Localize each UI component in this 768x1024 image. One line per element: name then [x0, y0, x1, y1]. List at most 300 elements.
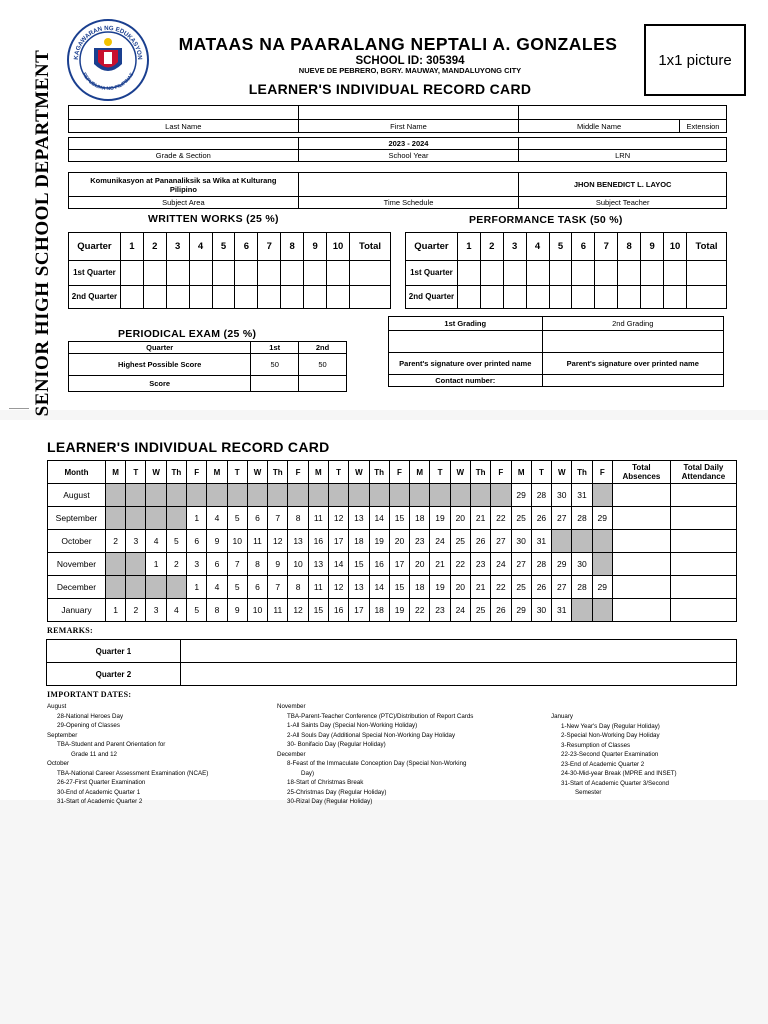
- date-entry: TBA-Student and Parent Orientation for: [57, 741, 166, 748]
- pt-header-11: Total: [687, 233, 727, 261]
- day-cell[interactable]: 19: [430, 576, 450, 599]
- total-absences-cell[interactable]: [612, 484, 670, 507]
- day-cell[interactable]: 26: [531, 507, 551, 530]
- day-cell[interactable]: 9: [207, 530, 227, 553]
- ww-score-cell[interactable]: [120, 286, 143, 309]
- day-cell[interactable]: 1: [146, 553, 166, 576]
- day-cell[interactable]: 14: [369, 576, 389, 599]
- day-cell[interactable]: 29: [511, 484, 531, 507]
- date-entry: 29-Opening of Classes: [57, 722, 120, 729]
- pt-header-7: 7: [595, 233, 618, 261]
- day-cell[interactable]: 18: [369, 599, 389, 622]
- total-attendance-cell[interactable]: [670, 553, 736, 576]
- school-year-value: 2023 - 2024: [298, 138, 519, 150]
- score-label: Score: [69, 376, 251, 392]
- pt-score-cell[interactable]: [664, 286, 687, 309]
- periodical-exam-table: [68, 341, 347, 392]
- day-cell[interactable]: 22: [450, 553, 470, 576]
- pt-score-cell[interactable]: [526, 261, 549, 286]
- total-absences-cell[interactable]: [612, 576, 670, 599]
- total-attendance-header: Total Daily Attendance: [670, 461, 736, 484]
- pt-score-cell[interactable]: [641, 261, 664, 286]
- pt-score-cell[interactable]: [618, 261, 641, 286]
- written-works-title: WRITTEN WORKS (25 %): [148, 213, 279, 225]
- day-cell[interactable]: 24: [491, 553, 511, 576]
- non-school-day: [450, 484, 470, 507]
- day-cell[interactable]: 31: [531, 530, 551, 553]
- day-cell[interactable]: 25: [450, 530, 470, 553]
- day-cell[interactable]: 6: [247, 507, 267, 530]
- ww-score-cell[interactable]: [235, 261, 258, 286]
- date-entry: 1-New Year's Day (Regular Holiday): [561, 722, 660, 730]
- important-dates-label: IMPORTANT DATES:: [47, 690, 132, 699]
- day-cell[interactable]: 7: [268, 576, 288, 599]
- day-header: F: [389, 461, 409, 484]
- day-cell[interactable]: 11: [308, 507, 328, 530]
- day-cell[interactable]: 23: [430, 599, 450, 622]
- ww-score-cell[interactable]: [258, 261, 281, 286]
- day-cell[interactable]: 29: [511, 599, 531, 622]
- ww-header-1: 1: [120, 233, 143, 261]
- day-cell[interactable]: 20: [450, 576, 470, 599]
- day-header: M: [308, 461, 328, 484]
- day-cell[interactable]: 17: [389, 553, 409, 576]
- ww-score-cell[interactable]: [212, 286, 235, 309]
- day-cell[interactable]: 22: [410, 599, 430, 622]
- day-cell[interactable]: 18: [349, 530, 369, 553]
- day-cell[interactable]: 25: [470, 599, 490, 622]
- day-cell[interactable]: 8: [288, 576, 308, 599]
- day-cell[interactable]: 5: [187, 599, 207, 622]
- date-entry: 23-End of Academic Quarter 2: [561, 760, 645, 768]
- total-attendance-cell[interactable]: [670, 599, 736, 622]
- day-cell[interactable]: 16: [369, 553, 389, 576]
- day-cell[interactable]: 3: [126, 530, 146, 553]
- pt-header-6: 6: [572, 233, 595, 261]
- day-cell[interactable]: 30: [531, 599, 551, 622]
- non-school-day: [227, 484, 247, 507]
- day-cell[interactable]: 18: [410, 507, 430, 530]
- day-cell[interactable]: 6: [247, 576, 267, 599]
- day-header: Th: [470, 461, 490, 484]
- pt-score-cell[interactable]: [503, 286, 526, 309]
- day-cell[interactable]: 12: [268, 530, 288, 553]
- pt-header-0: Quarter: [406, 233, 458, 261]
- middle-name-field[interactable]: [519, 106, 727, 120]
- department-sidebar: [28, 48, 58, 418]
- non-school-day: [592, 484, 612, 507]
- day-header: M: [511, 461, 531, 484]
- lrn-field[interactable]: [519, 138, 727, 150]
- pt-score-cell[interactable]: [549, 261, 572, 286]
- total-attendance-cell[interactable]: [670, 576, 736, 599]
- month-name: October: [48, 530, 106, 553]
- day-cell[interactable]: 11: [247, 530, 267, 553]
- day-cell[interactable]: 5: [227, 507, 247, 530]
- pt-score-cell[interactable]: [457, 261, 480, 286]
- school-name: MATAAS NA PAARALANG NEPTALI A. GONZALES: [178, 34, 618, 54]
- pt-score-cell[interactable]: [641, 286, 664, 309]
- day-cell[interactable]: 5: [227, 576, 247, 599]
- signature-label-1: Parent's signature over printed name: [389, 353, 543, 375]
- ww-score-cell[interactable]: [166, 261, 189, 286]
- non-school-day: [592, 553, 612, 576]
- day-cell[interactable]: 12: [288, 599, 308, 622]
- hps-first: 50: [251, 354, 299, 376]
- pt-score-cell[interactable]: [595, 261, 618, 286]
- day-cell[interactable]: 20: [450, 507, 470, 530]
- ww-score-cell[interactable]: [304, 261, 327, 286]
- day-cell[interactable]: 19: [389, 599, 409, 622]
- dates-column-3: [551, 712, 741, 798]
- pt-score-cell[interactable]: [457, 286, 480, 309]
- day-cell[interactable]: 16: [328, 599, 348, 622]
- date-entry: Semester: [575, 789, 602, 796]
- day-cell[interactable]: 28: [531, 484, 551, 507]
- day-cell[interactable]: 25: [511, 507, 531, 530]
- non-school-day: [146, 576, 166, 599]
- day-cell[interactable]: 2: [105, 530, 125, 553]
- second-grading-field[interactable]: [542, 331, 723, 353]
- date-entry: 31-Start of Academic Quarter 3/Second: [561, 779, 669, 787]
- pt-row-label: 1st Quarter: [406, 261, 458, 286]
- day-cell[interactable]: 15: [349, 553, 369, 576]
- hps-label: Highest Possible Score: [69, 354, 251, 376]
- day-cell[interactable]: 8: [288, 507, 308, 530]
- ww-score-cell[interactable]: [189, 286, 212, 309]
- date-entry: 24-30-Mid-year Break (MPRE and INSET): [561, 770, 677, 777]
- ww-header-9: 9: [304, 233, 327, 261]
- svg-text:REPUBLIKA NG PILIPINAS: REPUBLIKA NG PILIPINAS: [80, 71, 136, 93]
- ww-header-3: 3: [166, 233, 189, 261]
- ww-score-cell[interactable]: [143, 286, 166, 309]
- first-name-field[interactable]: [298, 106, 519, 120]
- pt-score-cell[interactable]: [526, 286, 549, 309]
- date-entry: 25-Christmas Day (Regular Holiday): [287, 788, 387, 796]
- day-cell[interactable]: 20: [389, 530, 409, 553]
- date-entry: 31-Start of Academic Quarter 2: [57, 798, 143, 805]
- pt-score-cell[interactable]: [572, 286, 595, 309]
- total-absences-header: Total Absences: [612, 461, 670, 484]
- school-address: NUEVE DE PEBRERO, BGRY. MAUWAY, MANDALUYONG CITY: [298, 66, 522, 75]
- day-cell[interactable]: 24: [450, 599, 470, 622]
- quarter-label: Quarter: [69, 342, 251, 354]
- day-cell[interactable]: 15: [389, 507, 409, 530]
- total-absences-cell[interactable]: [612, 599, 670, 622]
- day-cell[interactable]: 8: [247, 553, 267, 576]
- date-entry: 30- Bonifacio Day (Regular Holiday): [287, 741, 386, 748]
- day-header: Th: [572, 461, 592, 484]
- day-header: Th: [268, 461, 288, 484]
- day-cell[interactable]: 15: [308, 599, 328, 622]
- ww-score-cell[interactable]: [258, 286, 281, 309]
- pt-score-cell[interactable]: [480, 286, 503, 309]
- day-cell[interactable]: 22: [491, 507, 511, 530]
- dates-column-2: [277, 702, 542, 807]
- day-header: T: [531, 461, 551, 484]
- total-absences-cell[interactable]: [612, 507, 670, 530]
- day-cell[interactable]: 7: [268, 507, 288, 530]
- day-cell[interactable]: 30: [511, 530, 531, 553]
- month-name: January: [48, 599, 106, 622]
- ww-score-cell[interactable]: [327, 261, 350, 286]
- performance-task-title: PERFORMANCE TASK (50 %): [469, 214, 623, 226]
- ww-score-cell[interactable]: [212, 261, 235, 286]
- day-cell[interactable]: 30: [572, 553, 592, 576]
- student-info-table: [68, 105, 727, 133]
- date-entry: August: [47, 703, 67, 710]
- subject-area-label: Subject Area: [69, 197, 299, 209]
- day-cell[interactable]: 26: [470, 530, 490, 553]
- score-second-field[interactable]: [299, 376, 347, 392]
- non-school-day: [288, 484, 308, 507]
- grading-table: [388, 316, 724, 387]
- day-cell[interactable]: 9: [227, 599, 247, 622]
- non-school-day: [126, 484, 146, 507]
- non-school-day: [166, 484, 186, 507]
- day-cell[interactable]: 20: [410, 553, 430, 576]
- ww-header-7: 7: [258, 233, 281, 261]
- day-cell[interactable]: 29: [552, 553, 572, 576]
- day-cell[interactable]: 27: [552, 576, 572, 599]
- score-first-field[interactable]: [251, 376, 299, 392]
- ww-score-cell[interactable]: [143, 261, 166, 286]
- total-attendance-cell[interactable]: [670, 484, 736, 507]
- ww-score-cell[interactable]: [166, 286, 189, 309]
- pt-header-1: 1: [457, 233, 480, 261]
- grade-section-label: Grade & Section: [69, 150, 299, 162]
- day-cell[interactable]: 11: [308, 576, 328, 599]
- day-cell[interactable]: 19: [430, 507, 450, 530]
- day-cell[interactable]: 13: [349, 507, 369, 530]
- day-cell[interactable]: 6: [207, 553, 227, 576]
- date-entry: December: [277, 750, 306, 758]
- day-cell[interactable]: 21: [430, 553, 450, 576]
- day-cell[interactable]: 14: [369, 507, 389, 530]
- pt-score-cell[interactable]: [503, 261, 526, 286]
- ww-score-cell[interactable]: [120, 261, 143, 286]
- day-cell[interactable]: 1: [187, 507, 207, 530]
- ww-row-label: 1st Quarter: [69, 261, 121, 286]
- day-cell[interactable]: 7: [227, 553, 247, 576]
- day-cell[interactable]: 29: [592, 576, 612, 599]
- month-name: September: [48, 507, 106, 530]
- first-quarter-label: 1st: [251, 342, 299, 354]
- total-attendance-cell[interactable]: [670, 507, 736, 530]
- pt-score-cell[interactable]: [687, 261, 727, 286]
- ww-header-6: 6: [235, 233, 258, 261]
- non-school-day: [349, 484, 369, 507]
- date-entry: 26-27-First Quarter Examination: [57, 779, 146, 786]
- day-cell[interactable]: 16: [308, 530, 328, 553]
- date-entry: November: [277, 703, 306, 710]
- remarks-q2-field[interactable]: [180, 663, 736, 686]
- extension-label: Extension: [680, 120, 727, 133]
- date-entry: September: [47, 731, 78, 739]
- non-school-day: [328, 484, 348, 507]
- total-attendance-cell[interactable]: [670, 530, 736, 553]
- day-cell[interactable]: 26: [491, 599, 511, 622]
- non-school-day: [308, 484, 328, 507]
- day-header: W: [247, 461, 267, 484]
- day-header: F: [491, 461, 511, 484]
- ww-score-cell[interactable]: [281, 286, 304, 309]
- school-year-label: School Year: [298, 150, 519, 162]
- pt-score-cell[interactable]: [618, 286, 641, 309]
- day-cell[interactable]: 4: [146, 530, 166, 553]
- day-cell[interactable]: 4: [166, 599, 186, 622]
- deped-seal-icon: [66, 18, 150, 102]
- day-cell[interactable]: 13: [349, 576, 369, 599]
- day-cell[interactable]: 23: [410, 530, 430, 553]
- non-school-day: [126, 576, 146, 599]
- non-school-day: [187, 484, 207, 507]
- day-cell[interactable]: 27: [552, 507, 572, 530]
- day-cell[interactable]: 3: [146, 599, 166, 622]
- day-cell[interactable]: 14: [328, 553, 348, 576]
- day-cell[interactable]: 10: [247, 599, 267, 622]
- day-cell[interactable]: 24: [430, 530, 450, 553]
- last-name-label: Last Name: [69, 120, 299, 133]
- day-cell[interactable]: 2: [126, 599, 146, 622]
- date-entry: October: [47, 760, 70, 767]
- day-header: T: [430, 461, 450, 484]
- pt-score-cell[interactable]: [572, 261, 595, 286]
- card-title: LEARNER'S INDIVIDUAL RECORD CARD: [248, 81, 532, 97]
- day-cell[interactable]: 25: [511, 576, 531, 599]
- non-school-day: [166, 576, 186, 599]
- day-cell[interactable]: 22: [491, 576, 511, 599]
- day-cell[interactable]: 8: [207, 599, 227, 622]
- ww-score-cell[interactable]: [350, 261, 391, 286]
- day-cell[interactable]: 21: [470, 507, 490, 530]
- day-cell[interactable]: 29: [592, 507, 612, 530]
- contact-field[interactable]: [542, 375, 723, 387]
- pt-score-cell[interactable]: [549, 286, 572, 309]
- ww-score-cell[interactable]: [235, 286, 258, 309]
- day-cell[interactable]: 5: [166, 530, 186, 553]
- day-cell[interactable]: 17: [328, 530, 348, 553]
- day-header: W: [450, 461, 470, 484]
- date-entry: 2-Special Non-Working Day Holiday: [561, 732, 660, 739]
- day-cell[interactable]: 12: [328, 576, 348, 599]
- day-cell[interactable]: 28: [572, 507, 592, 530]
- day-cell[interactable]: 15: [389, 576, 409, 599]
- non-school-day: [146, 484, 166, 507]
- day-cell[interactable]: 30: [552, 484, 572, 507]
- total-absences-cell[interactable]: [612, 553, 670, 576]
- time-schedule-field[interactable]: [298, 173, 519, 197]
- non-school-day: [207, 484, 227, 507]
- remarks-q1-label: Quarter 1: [47, 640, 181, 663]
- ww-header-10: 10: [327, 233, 350, 261]
- non-school-day: [592, 599, 612, 622]
- day-cell[interactable]: 23: [470, 553, 490, 576]
- non-school-day: [146, 507, 166, 530]
- subject-teacher-label: Subject Teacher: [519, 197, 727, 209]
- pt-header-4: 4: [526, 233, 549, 261]
- month-name: November: [48, 553, 106, 576]
- day-cell[interactable]: 11: [268, 599, 288, 622]
- first-grading-field[interactable]: [389, 331, 543, 353]
- pt-header-8: 8: [618, 233, 641, 261]
- day-cell[interactable]: 18: [410, 576, 430, 599]
- day-cell[interactable]: 31: [572, 484, 592, 507]
- day-cell[interactable]: 27: [491, 530, 511, 553]
- day-cell[interactable]: 26: [531, 576, 551, 599]
- day-cell[interactable]: 28: [572, 576, 592, 599]
- day-cell[interactable]: 17: [349, 599, 369, 622]
- subject-teacher-value: JHON BENEDICT L. LAYOC: [519, 173, 727, 197]
- day-header: W: [349, 461, 369, 484]
- day-cell[interactable]: 31: [552, 599, 572, 622]
- day-cell[interactable]: 27: [511, 553, 531, 576]
- day-cell[interactable]: 1: [105, 599, 125, 622]
- ww-score-cell[interactable]: [350, 286, 391, 309]
- day-cell[interactable]: 13: [288, 530, 308, 553]
- ww-score-cell[interactable]: [304, 286, 327, 309]
- day-cell[interactable]: 4: [207, 507, 227, 530]
- non-school-day: [572, 599, 592, 622]
- day-cell[interactable]: 6: [187, 530, 207, 553]
- month-header: Month: [48, 461, 106, 484]
- pt-score-cell[interactable]: [687, 286, 727, 309]
- day-cell[interactable]: 3: [187, 553, 207, 576]
- performance-task-table: [405, 232, 727, 309]
- pt-score-cell[interactable]: [595, 286, 618, 309]
- remarks-q1-field[interactable]: [180, 640, 736, 663]
- day-header: M: [105, 461, 125, 484]
- non-school-day: [105, 507, 125, 530]
- pt-header-2: 2: [480, 233, 503, 261]
- non-school-day: [105, 576, 125, 599]
- ww-score-cell[interactable]: [281, 261, 304, 286]
- grade-info-table: [68, 137, 727, 162]
- non-school-day: [430, 484, 450, 507]
- day-header: T: [328, 461, 348, 484]
- non-school-day: [268, 484, 288, 507]
- ww-score-cell[interactable]: [327, 286, 350, 309]
- picture-label: 1x1 picture: [658, 52, 732, 69]
- total-absences-cell[interactable]: [612, 530, 670, 553]
- middle-name-label: Middle Name: [519, 120, 680, 133]
- non-school-day: [572, 530, 592, 553]
- ww-header-4: 4: [189, 233, 212, 261]
- day-cell[interactable]: 12: [328, 507, 348, 530]
- day-cell[interactable]: 4: [207, 576, 227, 599]
- day-header: F: [592, 461, 612, 484]
- second-grading-label: 2nd Grading: [542, 317, 723, 331]
- day-cell[interactable]: 28: [531, 553, 551, 576]
- date-entry: 3-Resumption of Classes: [561, 741, 631, 749]
- day-cell[interactable]: 10: [288, 553, 308, 576]
- day-cell[interactable]: 19: [369, 530, 389, 553]
- day-cell[interactable]: 2: [166, 553, 186, 576]
- subject-info-table: [68, 172, 727, 209]
- day-cell[interactable]: 9: [268, 553, 288, 576]
- day-cell[interactable]: 1: [187, 576, 207, 599]
- pt-score-cell[interactable]: [480, 261, 503, 286]
- day-cell[interactable]: 21: [470, 576, 490, 599]
- grade-section-field[interactable]: [69, 138, 299, 150]
- day-cell[interactable]: 13: [308, 553, 328, 576]
- picture-box[interactable]: [644, 24, 746, 96]
- ww-header-2: 2: [143, 233, 166, 261]
- day-cell[interactable]: 10: [227, 530, 247, 553]
- last-name-field[interactable]: [69, 106, 299, 120]
- pt-score-cell[interactable]: [664, 261, 687, 286]
- ww-score-cell[interactable]: [189, 261, 212, 286]
